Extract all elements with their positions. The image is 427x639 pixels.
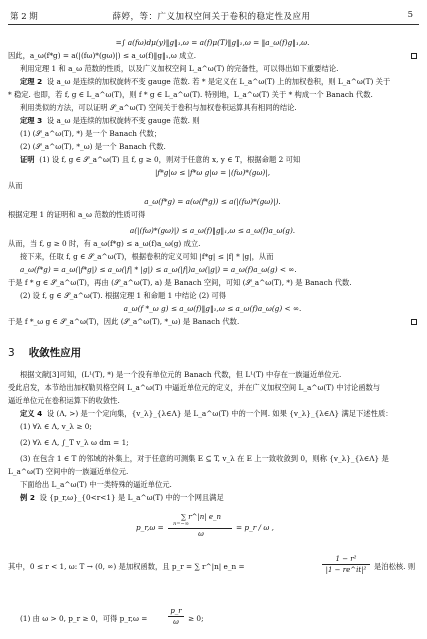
list-item: (1) 由 ω > 0, p_r ≥ 0，可得 p_r,ω = bbox=[20, 614, 148, 623]
page-number: 5 bbox=[407, 10, 413, 20]
equation: a_ω(f *_ω g) ≤ a_ω(f)‖g‖₁,ω ≤ a_ω(f)a_ω(g) < ∞. bbox=[123, 304, 302, 313]
fraction-denominator: |1 − re^it|² bbox=[325, 566, 367, 574]
fraction-numerator: 1 − r² bbox=[335, 555, 357, 563]
example-2 bbox=[20, 493, 417, 503]
text-line: 受此启发，本节给出加权勒贝格空间 L_a^ω(T) 中逼近单位元的定义，并在广义加权空间 L_a^ω(T) 中讨论函数与 bbox=[8, 383, 381, 392]
sum-limit: n=−∞ bbox=[173, 521, 189, 527]
list-item: (1) (𝒮_a^ω(T), *) 是一个 Banach 代数； bbox=[20, 129, 162, 138]
section-heading bbox=[8, 346, 81, 360]
text-line: 接下来，任取 f, g ∈ 𝒮_a^ω(T)，根据卷积的定义可知 |f*g| ≤ |f| * |g|，从而 bbox=[20, 252, 274, 261]
fraction-numerator: p_r bbox=[170, 607, 182, 615]
example-text: 设 {p_r,ω}_{0<r<1} 是 L_a^ω(T) 中的一个网且满足 bbox=[39, 493, 224, 502]
equation: a(|(fω)*(gω)|) ≤ a_ω(f)‖g‖₁,ω ≤ a_ω(f)a_ω(g). bbox=[129, 226, 296, 235]
equation: |f*g|ω ≤ |f*ω g|ω = |(fω)*(gω)|, bbox=[154, 168, 271, 177]
definition-label: 定义 4 bbox=[20, 409, 43, 418]
theorem-2 bbox=[20, 77, 417, 87]
list-item: (2) (𝒮_a^ω(T), *_ω) 是一个 Banach 代数. bbox=[20, 142, 166, 151]
list-item: (3) 在包含 1 ∈ T 的邻域的补集上，对于任意的可测集 E ⊆ T, v_λ 在 E 上一致收敛到 0，则称 {v_λ}_{λ∈Λ} 是 bbox=[20, 454, 389, 463]
section-number: 3 bbox=[8, 347, 15, 359]
issue-number: 第 2 期 bbox=[10, 12, 38, 22]
text-line: ≥ 0; bbox=[188, 614, 204, 623]
fraction-denominator: ω bbox=[198, 530, 204, 538]
text-line: 从而 bbox=[8, 181, 23, 190]
text-line: 根据文献[3]可知，(L¹(T), *) 是一个没有单位元的 Banach 代数，但 L¹(T) 中存在一族逼近单位元. bbox=[20, 370, 342, 379]
text-line: 从而，当 f, g ≥ 0 时，有 a_ω(f*g) ≤ a_ω(f)a_ω(g) 成立. bbox=[8, 239, 201, 248]
equation-lhs: p_r,ω = bbox=[136, 523, 164, 532]
proof-label: 证明 bbox=[20, 155, 35, 164]
text-line: 于是 f *_ω g ∈ 𝒮_a^ω(T)，因此 (𝒮_a^ω(T), *_ω) 是 Banach 代数. bbox=[8, 317, 240, 326]
text-line: * 稳定. 也即，若 f, g ∈ L_a^ω(T)，则 f * g ∈ L_a^ω(T). 特别地，L_a^ω(T) 关于 * 构成一个 Banach 代数. bbox=[8, 90, 373, 99]
text-line: 下面给出 L_a^ω(T) 中一类特殊的逼近单位元. bbox=[20, 480, 172, 489]
fraction-numerator: ∑ r^|n| e_n bbox=[180, 513, 222, 521]
theorem-label: 定理 3 bbox=[20, 116, 43, 125]
list-item: (1) ∀λ ∈ Λ, v_λ ≥ 0; bbox=[20, 422, 92, 431]
fraction-denominator: ω bbox=[173, 618, 179, 626]
text-line: 利用类似的方法，可以证明 𝒮_a^ω(T) 空间关于卷积与加权卷积运算具有相同的结论. bbox=[20, 103, 297, 112]
section-title: 收敛性应用 bbox=[28, 347, 82, 359]
text-line: L_a^ω(T) 空间中的一族逼近单位元. bbox=[8, 467, 129, 476]
proof bbox=[20, 155, 417, 165]
list-item: (2) ∀λ ∈ Λ, ∫_T v_λ ω dm = 1; bbox=[20, 438, 129, 447]
equation-rhs: = p_r / ω , bbox=[236, 523, 274, 532]
qed-box bbox=[411, 53, 417, 59]
definition-text: 设 (Λ, >) 是一个定向集，{v_λ}_{λ∈Λ} 是 L_a^ω(T) 中的一个网. 如果 {v_λ}_{λ∈Λ} 满足下述性质： bbox=[46, 409, 393, 418]
theorem-3 bbox=[20, 116, 417, 126]
text-line: 因此，a_ω(f*g) = a(|(fω)*(gω)|) ≤ a_ω(f)‖g‖₁,ω 成立. bbox=[8, 51, 197, 60]
running-header bbox=[10, 10, 413, 23]
proof-text: (1) 设 f, g ∈ 𝒮_a^ω(T) 且 f, g ≥ 0，则对于任意的 x, y ∈ T，根据命题 2 可知 bbox=[39, 155, 301, 164]
definition-4 bbox=[20, 409, 417, 419]
fraction-bar bbox=[322, 564, 370, 565]
header-rule bbox=[8, 24, 419, 25]
equation: =∫ a(fω)dμ(y)‖g‖₁,ω = a(f)μ(T)‖g‖₁,ω = ‖a_ω(f)g‖₁,ω. bbox=[115, 38, 310, 47]
text-line: 于是 f * g ∈ 𝒮_a^ω(T)，再由 (𝒮_a^ω(T), a) 是 Banach 空间，可知 (𝒮_a^ω(T), *) 是 Banach 代数. bbox=[8, 278, 352, 287]
text-line: 其中，0 ≤ r < 1, ω: T → (0, ∞) 是加权函数，且 p_r = ∑ r^|n| e_n = bbox=[8, 562, 245, 571]
theorem-label: 定理 2 bbox=[20, 77, 43, 86]
text-line: 是泊松核. 则 bbox=[374, 562, 416, 571]
theorem-text: 设 a_ω 是连续的加权旋转不变 gauge 范数. 若 * 是定义在 L_a^ω(T) 上的加权卷积，则 L_a^ω(T) 关于 bbox=[46, 77, 391, 86]
theorem-text: 设 a_ω 是连续的加权旋转不变 gauge 范数. 则 bbox=[46, 116, 200, 125]
qed-box bbox=[411, 319, 417, 325]
equation: a_ω(f*g) = a(ω(f*g)) ≤ a(|(fω)*(gω)|). bbox=[144, 197, 281, 206]
fraction-bar bbox=[168, 616, 184, 617]
fraction-bar bbox=[168, 528, 232, 529]
example-label: 例 2 bbox=[20, 493, 35, 502]
equation: a_ω(f*g) = a_ω(|f*g|) ≤ a_ω(|f| * |g|) ≤ a_ω(|f|)a_ω(|g|) = a_ω(f)a_ω(g) < ∞. bbox=[20, 265, 297, 274]
text-line: 根据定理 1 的证明和 a_ω 范数的性质可得 bbox=[8, 210, 146, 219]
text-line: 利用定理 1 和 a_ω 范数的性质，以及广义加权空间 L_a^ω(T) 的完备性，可以得出如下重要结论. bbox=[20, 64, 339, 73]
text-line: (2) 设 f, g ∈ 𝒮_a^ω(T). 根据定理 1 和命题 1 中结论 (2) 可得 bbox=[20, 291, 227, 300]
text-line: 逼近单位元在卷积运算下的收敛性. bbox=[8, 396, 120, 405]
running-title: 薛婷，等：广义加权空间关于卷积的稳定性及应用 bbox=[112, 12, 311, 22]
